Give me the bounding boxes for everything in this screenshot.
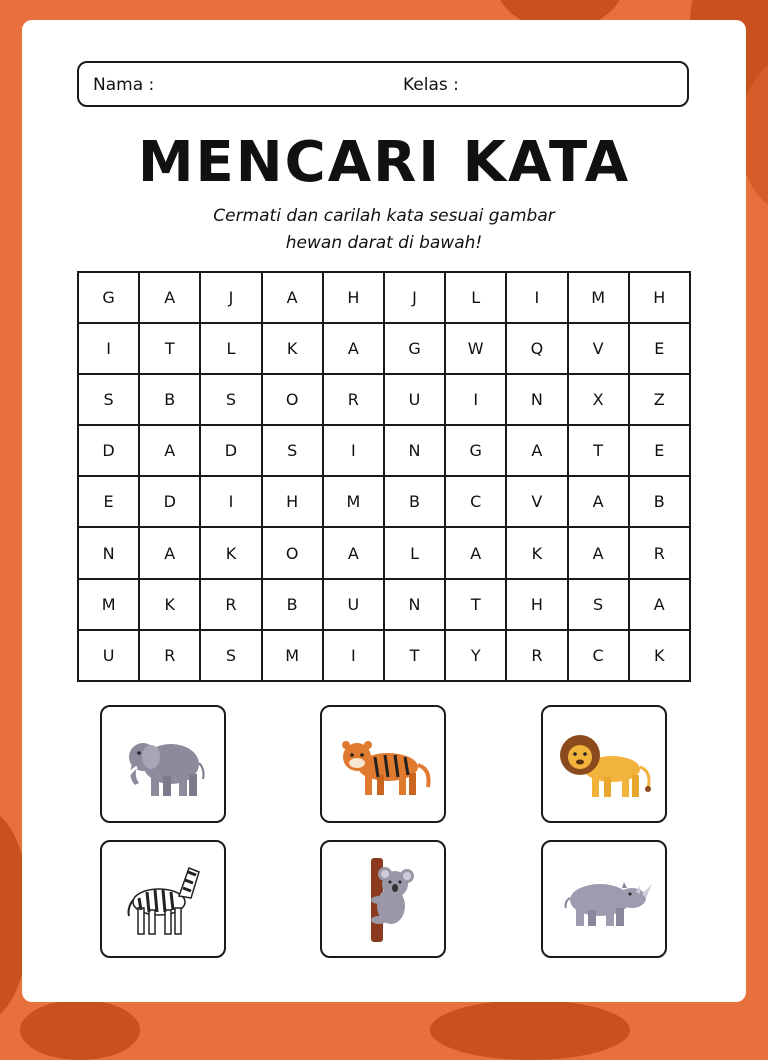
grid-cell[interactable]: M (569, 273, 630, 324)
grid-cell[interactable]: S (201, 631, 262, 682)
grid-cell[interactable]: A (324, 324, 385, 375)
grid-cell[interactable]: H (263, 477, 324, 528)
grid-cell[interactable]: E (630, 426, 691, 477)
grid-cell[interactable]: K (263, 324, 324, 375)
instructions (22, 203, 746, 257)
word-search-grid (77, 271, 691, 682)
grid-cell[interactable]: A (630, 580, 691, 631)
grid-cell[interactable]: N (385, 426, 446, 477)
grid-cell[interactable]: U (324, 580, 385, 631)
grid-cell[interactable]: A (140, 528, 201, 579)
grid-cell[interactable]: A (324, 528, 385, 579)
grid-cell[interactable]: H (324, 273, 385, 324)
elephant-icon (113, 719, 213, 809)
class-label: Kelas : (403, 75, 459, 95)
grid-cell[interactable]: M (263, 631, 324, 682)
tiger-icon (333, 719, 433, 809)
grid-cell[interactable]: H (630, 273, 691, 324)
grid-cell[interactable]: G (446, 426, 507, 477)
grid-cell[interactable]: H (507, 580, 568, 631)
grid-cell[interactable]: K (630, 631, 691, 682)
rhino-icon (554, 854, 654, 944)
grid-cell[interactable]: C (569, 631, 630, 682)
grid-cell[interactable]: R (324, 375, 385, 426)
grid-cell[interactable]: B (385, 477, 446, 528)
grid-cell[interactable]: S (79, 375, 140, 426)
animal-card-elephant (100, 705, 226, 823)
grid-cell[interactable]: O (263, 528, 324, 579)
grid-cell[interactable]: G (385, 324, 446, 375)
grid-cell[interactable]: K (201, 528, 262, 579)
grid-cell[interactable]: X (569, 375, 630, 426)
grid-cell[interactable]: S (263, 426, 324, 477)
grid-cell[interactable]: E (79, 477, 140, 528)
grid-cell[interactable]: I (324, 631, 385, 682)
grid-cell[interactable]: M (79, 580, 140, 631)
grid-cell[interactable]: J (201, 273, 262, 324)
grid-cell[interactable]: R (201, 580, 262, 631)
grid-cell[interactable]: T (385, 631, 446, 682)
grid-cell[interactable]: A (263, 273, 324, 324)
grid-cell[interactable]: T (569, 426, 630, 477)
grid-cell[interactable]: J (385, 273, 446, 324)
grid-cell[interactable]: S (569, 580, 630, 631)
grid-cell[interactable]: U (79, 631, 140, 682)
grid-cell[interactable]: Y (446, 631, 507, 682)
grid-cell[interactable]: A (569, 477, 630, 528)
grid-cell[interactable]: B (630, 477, 691, 528)
grid-cell[interactable]: A (507, 426, 568, 477)
grid-cell[interactable]: M (324, 477, 385, 528)
grid-cell[interactable]: D (79, 426, 140, 477)
decor-blob (20, 1000, 140, 1060)
grid-cell[interactable]: N (385, 580, 446, 631)
grid-cell[interactable]: L (201, 324, 262, 375)
grid-cell[interactable]: N (79, 528, 140, 579)
grid-cell[interactable]: B (140, 375, 201, 426)
page-title: MENCARI KATA (137, 130, 631, 195)
grid-cell[interactable]: O (263, 375, 324, 426)
grid-cell[interactable]: T (446, 580, 507, 631)
animal-card-tiger (320, 705, 446, 823)
grid-cell[interactable]: W (446, 324, 507, 375)
worksheet (22, 20, 746, 1002)
grid-cell[interactable]: U (385, 375, 446, 426)
grid-cell[interactable]: V (507, 477, 568, 528)
grid-cell[interactable]: R (507, 631, 568, 682)
grid-cell[interactable]: R (630, 528, 691, 579)
animal-card-lion (541, 705, 667, 823)
grid-cell[interactable]: D (140, 477, 201, 528)
animal-card-rhino (541, 840, 667, 958)
grid-cell[interactable]: I (324, 426, 385, 477)
grid-cell[interactable]: G (79, 273, 140, 324)
zebra-icon (113, 854, 213, 944)
grid-cell[interactable]: I (79, 324, 140, 375)
name-label: Nama : (93, 75, 155, 95)
grid-cell[interactable]: S (201, 375, 262, 426)
grid-cell[interactable]: V (569, 324, 630, 375)
grid-cell[interactable]: I (201, 477, 262, 528)
instructions-line-2: hewan darat di bawah! (285, 233, 483, 253)
grid-cell[interactable]: A (446, 528, 507, 579)
animal-card-koala (320, 840, 446, 958)
grid-cell[interactable]: K (507, 528, 568, 579)
grid-cell[interactable]: A (140, 426, 201, 477)
grid-cell[interactable]: T (140, 324, 201, 375)
decor-blob (430, 1000, 630, 1060)
instructions-line-1: Cermati dan carilah kata sesuai gambar (213, 206, 555, 226)
name-class-field[interactable] (77, 61, 689, 107)
grid-cell[interactable]: L (446, 273, 507, 324)
grid-cell[interactable]: N (507, 375, 568, 426)
grid-cell[interactable]: Z (630, 375, 691, 426)
grid-cell[interactable]: A (569, 528, 630, 579)
grid-cell[interactable]: I (507, 273, 568, 324)
grid-cell[interactable]: L (385, 528, 446, 579)
lion-icon (554, 719, 654, 809)
grid-cell[interactable]: R (140, 631, 201, 682)
grid-cell[interactable]: A (140, 273, 201, 324)
grid-cell[interactable]: I (446, 375, 507, 426)
grid-cell[interactable]: D (201, 426, 262, 477)
grid-cell[interactable]: Q (507, 324, 568, 375)
grid-cell[interactable]: C (446, 477, 507, 528)
grid-cell[interactable]: B (263, 580, 324, 631)
grid-cell[interactable]: E (630, 324, 691, 375)
koala-icon (333, 854, 433, 944)
grid-cell[interactable]: K (140, 580, 201, 631)
animal-card-zebra (100, 840, 226, 958)
